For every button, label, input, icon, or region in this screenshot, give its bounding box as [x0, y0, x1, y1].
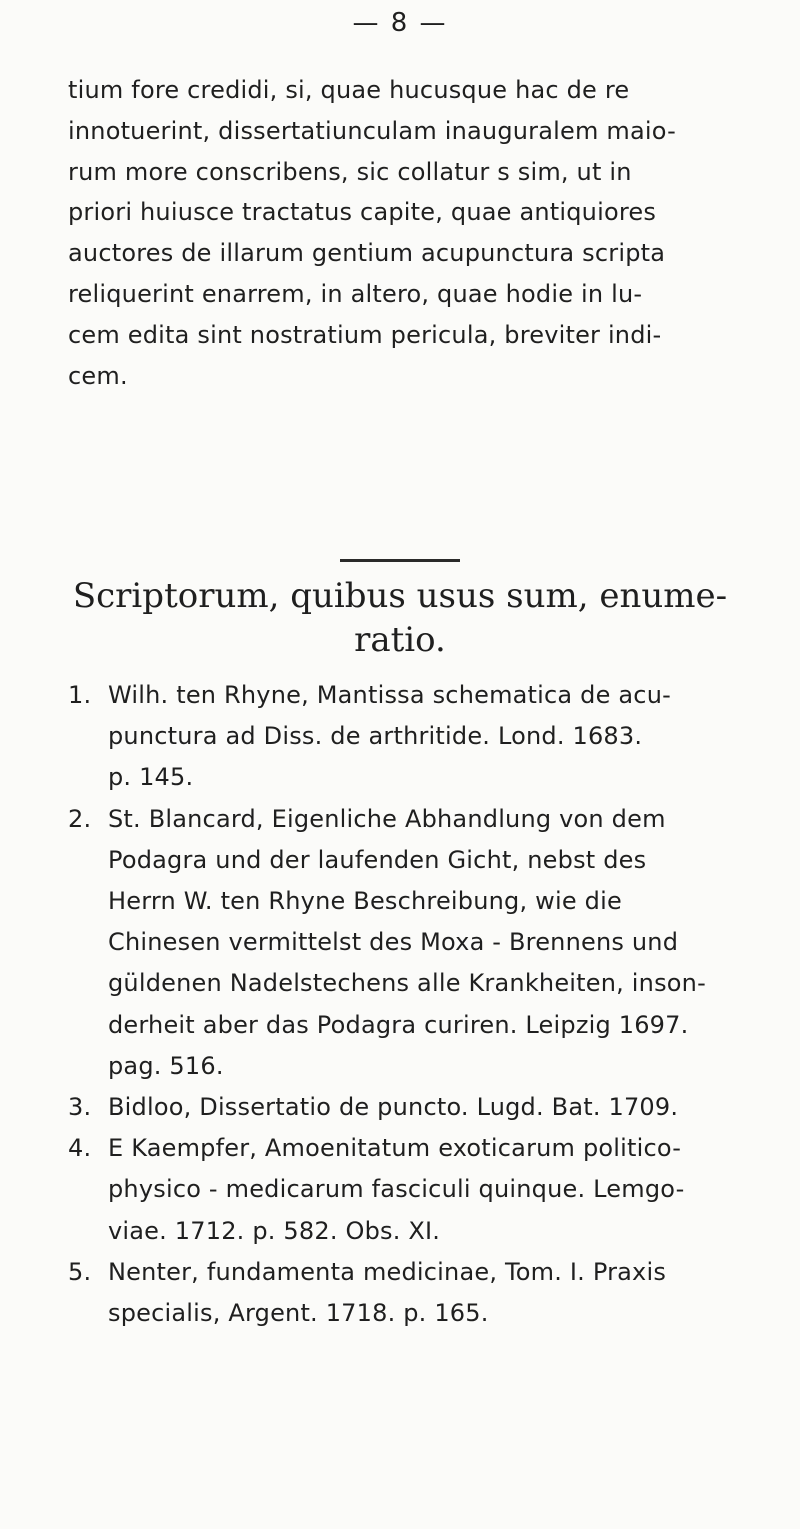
intro-line: priori huiusce tractatus capite, quae antiquiores [68, 198, 657, 227]
reference-line: punctura ad Diss. de arthritide. Lond. 1683. [108, 722, 643, 751]
reference-line: Herrn W. ten Rhyne Beschreibung, wie die [108, 887, 622, 916]
reference-line: viae. 1712. p. 582. Obs. XI. [108, 1216, 441, 1245]
reference-line: physico - medicarum fasciculi quinque. Lemgo- [108, 1175, 685, 1204]
intro-paragraph [68, 70, 800, 396]
reference-line: pag. 516. [108, 1051, 224, 1080]
reference-number: 5. [68, 1257, 92, 1286]
reference-line: p. 145. [108, 763, 194, 792]
reference-item [68, 799, 800, 1087]
reference-item [68, 1252, 800, 1334]
reference-line [68, 1252, 800, 1293]
reference-number: 4. [68, 1134, 92, 1163]
intro-line: cem edita sint nostratium pericula, breviter indi- [68, 320, 662, 349]
intro-line: rum more conscribens, sic collatur s sim, ut in [68, 157, 632, 186]
heading-line: Scriptorum, quibus usus sum, enume- [72, 576, 728, 616]
reference-item [68, 1087, 800, 1128]
intro-line: cem. [68, 361, 128, 390]
reference-number: 3. [68, 1093, 92, 1122]
reference-item [68, 1128, 800, 1252]
reference-line: güldenen Nadelstechens alle Krankheiten, inson- [108, 969, 706, 998]
intro-line: auctores de illarum gentium acupunctura scripta [68, 239, 666, 268]
reference-number: 1. [68, 681, 92, 709]
reference-text: Bidloo, Dissertatio de puncto. Lugd. Bat. 1709. [108, 1093, 679, 1122]
reference-line: specialis, Argent. 1718. p. 165. [108, 1299, 489, 1328]
reference-item [68, 675, 800, 799]
reference-text: Wilh. ten Rhyne, Mantissa schematica de acu- [108, 681, 671, 709]
reference-line: Podagra und der laufenden Gicht, nebst des [108, 845, 647, 874]
reference-text: St. Blancard, Eigenliche Abhandlung von dem [108, 804, 666, 833]
reference-line: derheit aber das Podagra curiren. Leipzig 1697. [108, 1010, 689, 1039]
reference-text: E Kaempfer, Amoenitatum exoticarum politico- [108, 1134, 682, 1163]
intro-line: innotuerint, dissertatiunculam inauguralem maio- [68, 116, 676, 145]
reference-line: Chinesen vermittelst des Moxa - Brennens und [108, 928, 679, 957]
reference-line [68, 1087, 800, 1128]
intro-line: tium fore credidi, si, quae hucusque hac de re [68, 76, 630, 104]
reference-line [68, 675, 800, 716]
reference-text: Nenter, fundamenta medicinae, Tom. I. Praxis [108, 1257, 667, 1286]
reference-list [68, 675, 800, 1334]
heading-line: ratio. [354, 620, 446, 660]
reference-line [68, 1128, 800, 1169]
section-divider [340, 559, 460, 562]
intro-line: reliquerint enarrem, in altero, quae hodie in lu- [68, 279, 643, 308]
page-number: — 8 — [352, 8, 448, 38]
reference-line [68, 799, 800, 840]
section-heading [30, 574, 770, 662]
reference-number: 2. [68, 804, 92, 833]
